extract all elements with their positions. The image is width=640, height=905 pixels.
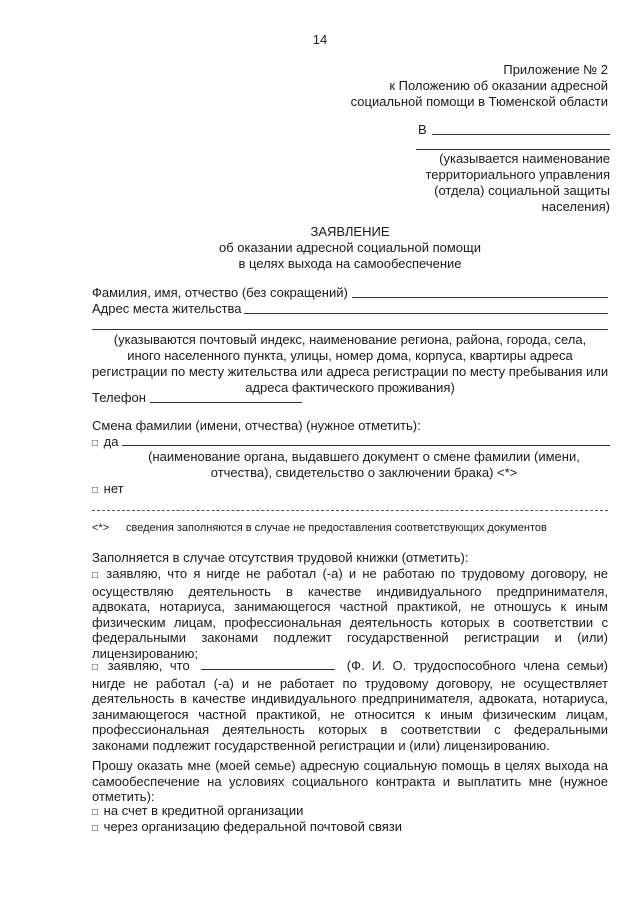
appendix-line-3: социальной помощи в Тюменской области	[350, 94, 608, 109]
footnote-mark: <*>	[92, 522, 110, 534]
payment-option-bank-label: на счет в кредитной организации	[103, 803, 304, 818]
addressee-hint-1: (указывается наименование	[439, 151, 610, 166]
document-subtitle-1: об оказании адресной социальной помощи	[219, 240, 481, 255]
footnote-text: сведения заполняются в случае не предоставления соответствующих документов	[126, 522, 547, 534]
payment-option-post-label: через организацию федеральной почтовой связи	[103, 819, 403, 834]
employment-option-2[interactable]	[92, 658, 608, 754]
footnote-separator	[92, 510, 608, 511]
name-change-no-option[interactable]	[92, 481, 124, 499]
payment-option-post[interactable]	[92, 819, 402, 837]
address-label: Адрес места жительства	[92, 301, 242, 316]
addressee-line-1[interactable]	[432, 134, 610, 135]
name-change-yes-option[interactable]	[92, 434, 119, 452]
family-member-field[interactable]	[201, 659, 335, 670]
checkbox-icon[interactable]: □	[92, 438, 99, 449]
address-hint-2: иного населенного пункта, улицы, номер дома, корпуса, квартиры адреса	[127, 348, 573, 363]
appendix-line-1: Приложение № 2	[503, 62, 608, 77]
checkbox-icon[interactable]: □	[92, 570, 99, 581]
phone-field[interactable]	[150, 402, 302, 403]
document-subtitle-2: в целях выхода на самообеспечение	[238, 256, 462, 271]
name-change-authority-field[interactable]	[122, 445, 610, 446]
employment-option-1[interactable]	[92, 566, 608, 662]
fio-field[interactable]	[352, 297, 608, 298]
addressee-prefix: В	[418, 122, 427, 137]
fio-label: Фамилия, имя, отчество (без сокращений)	[92, 285, 348, 300]
checkbox-icon[interactable]: □	[92, 807, 99, 818]
employment-option-2-text-a: заявляю, что	[107, 658, 190, 673]
address-field-2[interactable]	[92, 329, 608, 330]
addressee-hint-4: населения)	[541, 199, 610, 214]
appendix-line-2: к Положению об оказании адресной	[389, 78, 608, 93]
no-label: нет	[103, 481, 124, 496]
addressee-hint-2: территориального управления	[425, 167, 610, 182]
employment-option-1-text: заявляю, что я нигде не работал (-а) и не работаю по трудовому договору, не осуществляю деятельность в качестве индивидуального предпринимателя, адвоката, нотариуса, занимающегося частной практикой, не отношусь к иным физическим лицам, профессиональная деятельность которых в соответствии с федеральными законами подлежит государственной регистрации и (или) лицензированию;	[92, 566, 608, 661]
name-change-hint-1: (наименование органа, выдавшего документ о смене фамилии (имени,	[148, 449, 580, 464]
phone-label: Телефон	[92, 390, 146, 405]
address-hint-4: адреса фактического проживания)	[245, 380, 455, 395]
name-change-hint-2: отчества), свидетельство о заключении брака) <*>	[210, 465, 518, 480]
yes-label: да	[103, 434, 119, 449]
address-field-1[interactable]	[244, 313, 608, 314]
addressee-hint-3: (отдела) социальной защиты	[434, 183, 610, 198]
checkbox-icon[interactable]: □	[92, 485, 99, 496]
checkbox-icon[interactable]: □	[92, 662, 99, 673]
employment-intro: Заполняется в случае отсутствия трудовой книжки (отметить):	[92, 550, 469, 565]
employment-option-2-text-b: (Ф. И. О. трудоспособного члена семьи) нигде не работал (-а) и не работает по трудовому договору, не осуществляет деятельность в качестве индивидуального предпринимателя, адвоката, нотариуса, занимающегося частной практикой, не относится к иным физическим лицам, профессиональная деятельность которых в соответствии с федеральными законами подлежит государственной регистрации и (или) лицензированию.	[92, 658, 608, 753]
address-hint-1: (указываются почтовый индекс, наименование региона, района, города, села,	[113, 332, 587, 347]
request-text: Прошу оказать мне (моей семье) адресную социальную помощь в целях выхода на самообеспечение на условиях социального контракта и выплатить мне (нужное отметить):	[92, 758, 608, 805]
address-hint-3: регистрации по месту жительства или адреса регистрации по месту пребывания или	[92, 364, 609, 379]
checkbox-icon[interactable]: □	[92, 823, 99, 834]
name-change-label: Смена фамилии (имени, отчества) (нужное отметить):	[92, 418, 421, 433]
page-number: 14	[312, 32, 328, 47]
addressee-line-2[interactable]	[416, 149, 610, 150]
document-title: ЗАЯВЛЕНИЕ	[310, 224, 390, 239]
